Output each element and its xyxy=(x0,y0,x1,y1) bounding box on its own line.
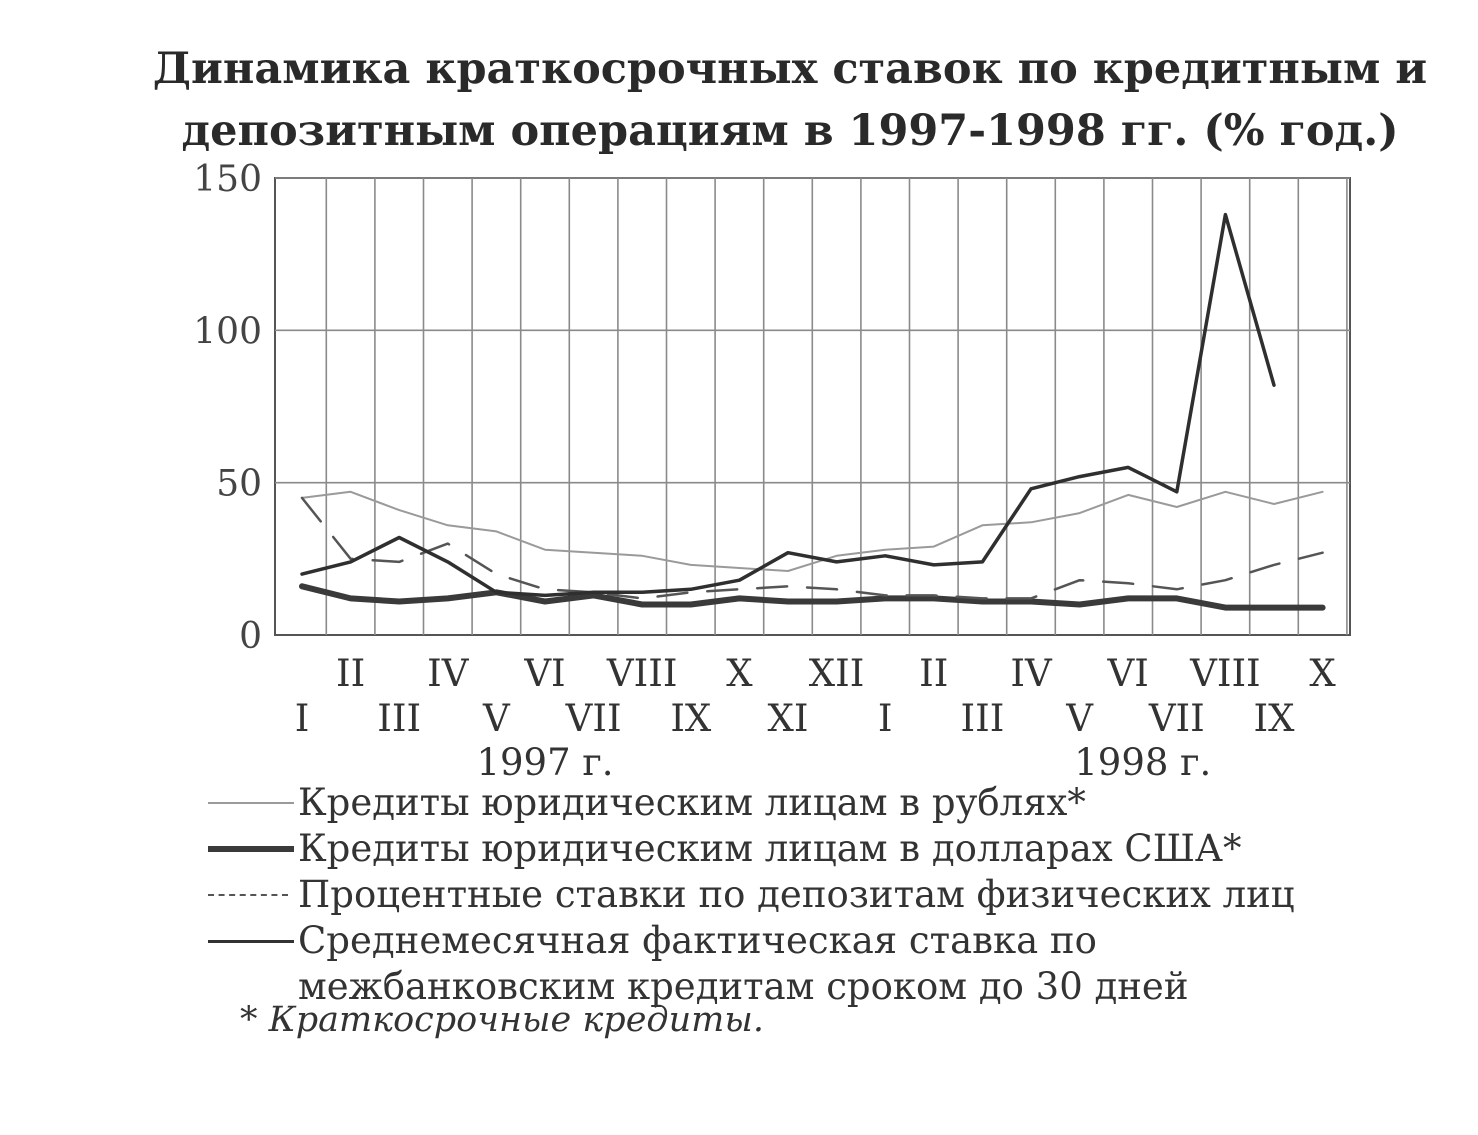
y-tick-label: 0 xyxy=(239,616,262,657)
legend-label-deposit: Процентные ставки по депозитам физических лиц xyxy=(298,873,1295,916)
year-label: 1997 г. xyxy=(476,741,614,784)
x-tick-label: VIII xyxy=(1190,652,1261,695)
x-tick-label: VII xyxy=(1148,697,1205,740)
chart-axes xyxy=(193,159,1336,784)
x-tick-label: VII xyxy=(565,697,622,740)
x-tick-label: I xyxy=(294,697,310,740)
x-tick-label: IV xyxy=(1010,652,1052,695)
chart-title-line-2: депозитным операциям в 1997-1998 гг. (% год.) xyxy=(181,106,1399,156)
chart-grid xyxy=(275,178,1350,635)
x-tick-label: XI xyxy=(767,697,809,740)
legend-swatch-thin xyxy=(208,802,294,804)
legend-swatch-medium xyxy=(208,940,294,943)
legend-swatch-dashed xyxy=(208,894,288,896)
x-tick-label: VI xyxy=(524,652,566,695)
x-tick-label: II xyxy=(335,652,366,695)
x-tick-label: V xyxy=(483,697,510,740)
legend-swatch-thick xyxy=(208,846,294,852)
x-tick-label: IX xyxy=(670,697,712,740)
x-tick-label: III xyxy=(960,697,1005,740)
x-tick-label: II xyxy=(919,652,949,695)
x-tick-label: X xyxy=(1309,652,1336,695)
x-tick-label: V xyxy=(1066,697,1093,740)
x-tick-label: III xyxy=(377,697,422,740)
x-tick-label: VIII xyxy=(606,652,678,695)
x-tick-label: X xyxy=(726,652,753,695)
x-tick-label: XII xyxy=(808,652,865,695)
x-tick-label: IX xyxy=(1253,697,1295,740)
legend-label-usd: Кредиты юридическим лицам в долларах США* xyxy=(298,827,1242,870)
legend-label-rub: Кредиты юридическим лицам в рублях* xyxy=(298,781,1086,824)
series-line-interbank-rate xyxy=(302,215,1274,596)
x-tick-label: VI xyxy=(1107,652,1149,695)
legend-label-interbank-2: межбанковским кредитам сроком до 30 дней xyxy=(298,965,1189,1008)
x-tick-label: IV xyxy=(427,652,469,695)
chart-footnote: * Краткосрочные кредиты. xyxy=(240,1000,764,1040)
legend-label-interbank-1: Среднемесячная фактическая ставка по xyxy=(298,919,1097,962)
x-tick-label: I xyxy=(877,697,893,740)
year-label: 1998 г. xyxy=(1074,741,1212,784)
y-tick-label: 50 xyxy=(216,463,262,505)
y-tick-label: 150 xyxy=(193,159,262,200)
chart-title-line-1: Динамика краткосрочных ставок по кредитным и xyxy=(152,44,1428,94)
y-tick-label: 100 xyxy=(193,311,262,353)
